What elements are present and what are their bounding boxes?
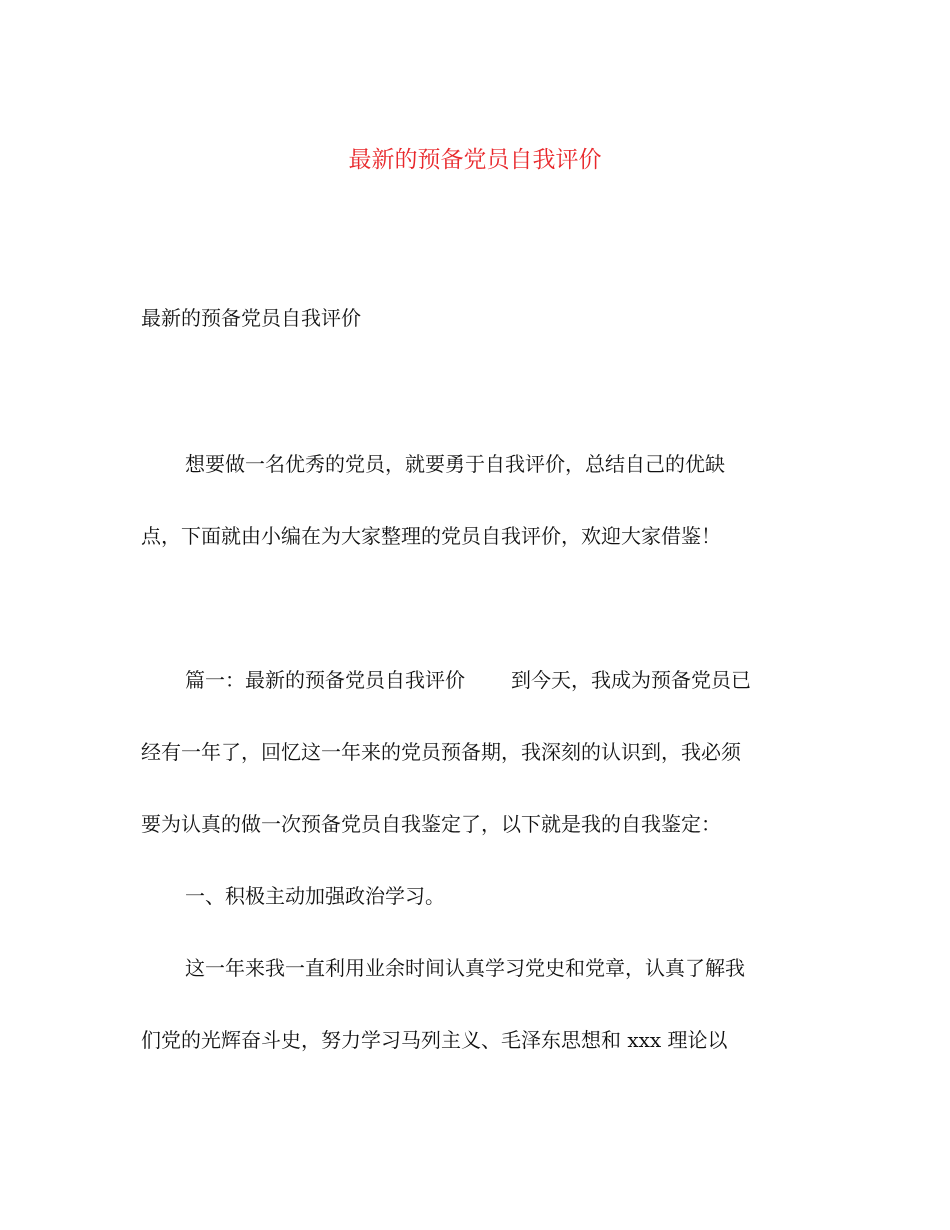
chapter-line-3: 要为认真的做一次预备党员自我鉴定了，以下就是我的自我鉴定：	[141, 812, 721, 836]
intro-line-1: 想要做一名优秀的党员，就要勇于自我评价，总结自己的优缺	[185, 452, 725, 476]
intro-line-2: 点，下面就由小编在为大家整理的党员自我评价，欢迎大家借鉴！	[141, 524, 721, 548]
section-heading: 一、积极主动加强政治学习。	[185, 884, 445, 908]
section-line-2: 们党的光辉奋斗史，努力学习马列主义、毛泽东思想和 xxx 理论以	[141, 1028, 728, 1052]
chapter-line-1	[185, 665, 751, 695]
chapter-heading: 篇一：最新的预备党员自我评价	[185, 668, 465, 692]
document-subtitle: 最新的预备党员自我评价	[141, 306, 361, 330]
document-title: 最新的预备党员自我评价	[348, 147, 602, 173]
chapter-line-2: 经有一年了，回忆这一年来的党员预备期，我深刻的认识到，我必须	[141, 740, 741, 764]
section-line-1: 这一年来我一直利用业余时间认真学习党史和党章，认真了解我	[185, 956, 745, 980]
chapter-text-1: 到今天，我成为预备党员已	[511, 668, 751, 692]
